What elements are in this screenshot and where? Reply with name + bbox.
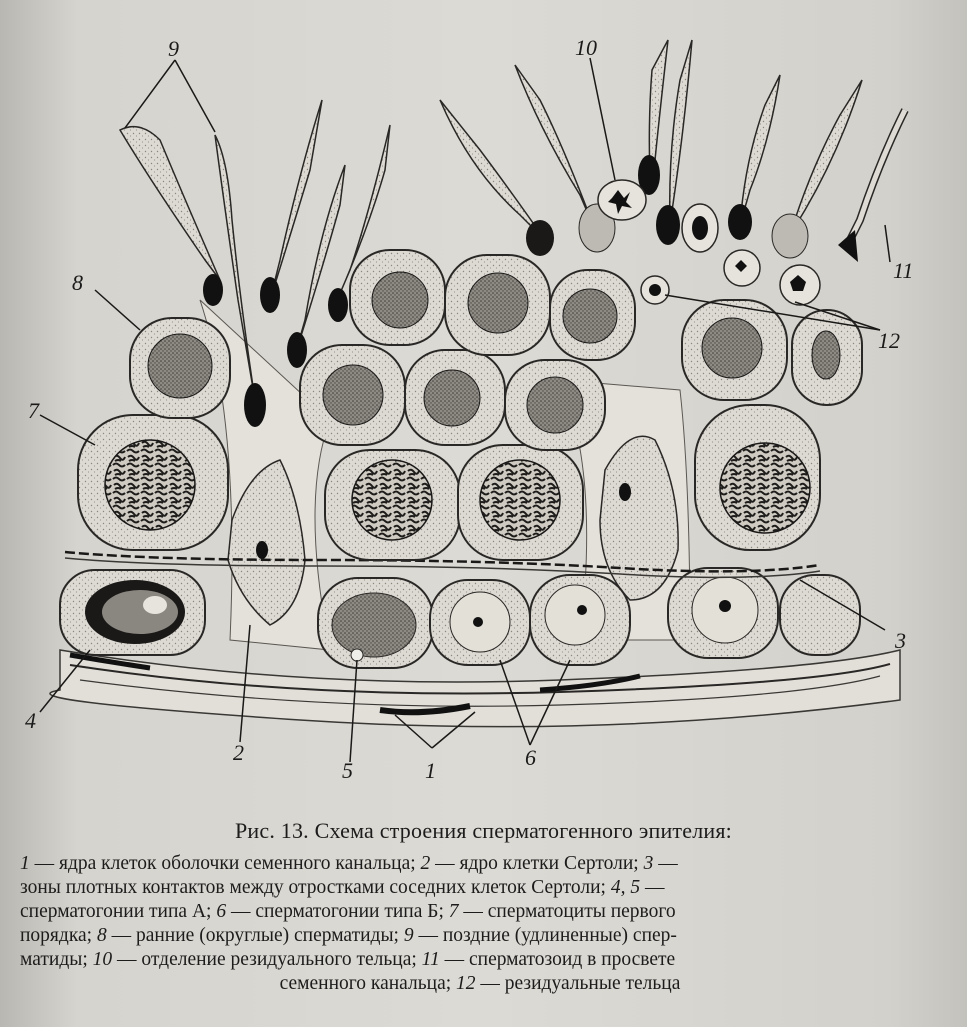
spermatozoon-in-lumen	[838, 110, 905, 262]
legend-text: — ядро клетки Сертоли;	[430, 853, 644, 874]
label-4: 4	[25, 708, 36, 733]
primary-spermatocyte	[695, 405, 820, 550]
legend-number: 9	[403, 925, 414, 946]
legend-text: —	[640, 877, 665, 898]
early-round-spermatid	[405, 350, 505, 445]
label-9: 9	[168, 36, 179, 61]
legend-line	[20, 852, 940, 876]
legend-text: — ранние (округлые) сперматиды;	[106, 925, 404, 946]
label-6: 6	[525, 745, 536, 770]
legend-line	[20, 948, 940, 972]
legend-text: — ядра клеток оболочки семенного канальца;	[29, 853, 421, 874]
early-round-spermatid	[505, 360, 605, 450]
label-8: 8	[72, 270, 83, 295]
legend-text: — резидуальные тельца	[475, 973, 681, 994]
legend-number: 4, 5	[610, 877, 641, 898]
legend-line	[20, 900, 940, 924]
early-round-spermatid	[350, 250, 445, 345]
label-1: 1	[425, 758, 436, 783]
residual-body-separation	[598, 180, 646, 220]
legend-line	[20, 876, 940, 900]
legend-text: — сперматозоид в просвете	[439, 949, 676, 970]
legend-text: — поздние (удлиненные) спер-	[413, 925, 677, 946]
residual-body	[724, 250, 760, 286]
spermatogonium-type-a-dark	[60, 570, 205, 655]
label-10: 10	[575, 35, 597, 60]
label-7: 7	[28, 398, 39, 423]
label-3: 3	[895, 628, 906, 653]
legend-text: — сперматоциты первого	[458, 901, 676, 922]
legend-number: 3	[643, 853, 654, 874]
early-round-spermatid	[300, 345, 405, 445]
primary-spermatocyte	[78, 415, 228, 550]
residual-body	[641, 276, 669, 304]
legend-text: матиды;	[20, 949, 93, 970]
legend-line	[20, 972, 940, 996]
legend-number: 2	[420, 853, 431, 874]
legend-number: 10	[92, 949, 113, 970]
spermatogonium	[668, 568, 778, 658]
figure-caption-legend	[20, 852, 940, 996]
legend-text: зоны плотных контактов между отростками соседних клеток Сертоли;	[20, 877, 611, 898]
legend-number: 7	[448, 901, 459, 922]
label-5: 5	[342, 758, 353, 783]
legend-text: —	[653, 853, 678, 874]
residual-body	[682, 204, 718, 252]
late-elongated-spermatids-right	[440, 40, 862, 258]
early-round-spermatid	[682, 300, 787, 400]
legend-number: 6	[216, 901, 227, 922]
early-round-spermatid	[445, 255, 550, 355]
early-round-spermatid	[130, 318, 230, 418]
legend-text: сперматогонии типа А;	[20, 901, 217, 922]
legend-number: 12	[456, 973, 476, 994]
legend-text: порядка;	[20, 925, 97, 946]
legend-number: 8	[96, 925, 107, 946]
figure-caption-title: Рис. 13. Схема строения сперматогенного эпителия:	[235, 818, 732, 843]
legend-line	[20, 924, 940, 948]
legend-number: 11	[421, 949, 440, 970]
label-2: 2	[233, 740, 244, 765]
spermatogonium-type-b	[530, 575, 630, 665]
spermatogonium-type-a-pale	[318, 578, 433, 668]
label-11: 11	[893, 258, 914, 283]
residual-body	[780, 265, 820, 305]
legend-text: семенного канальца;	[279, 973, 457, 994]
spermatogonium	[780, 575, 860, 655]
primary-spermatocyte	[458, 445, 583, 560]
early-round-spermatid	[792, 310, 862, 405]
legend-number: 1	[20, 853, 30, 874]
primary-spermatocyte	[325, 450, 460, 560]
early-round-spermatid	[550, 270, 635, 360]
legend-text: — отделение резидуального тельца;	[112, 949, 422, 970]
spermatogonium-type-b	[430, 580, 530, 665]
legend-text: — сперматогонии типа Б;	[226, 901, 449, 922]
label-12: 12	[878, 328, 900, 353]
